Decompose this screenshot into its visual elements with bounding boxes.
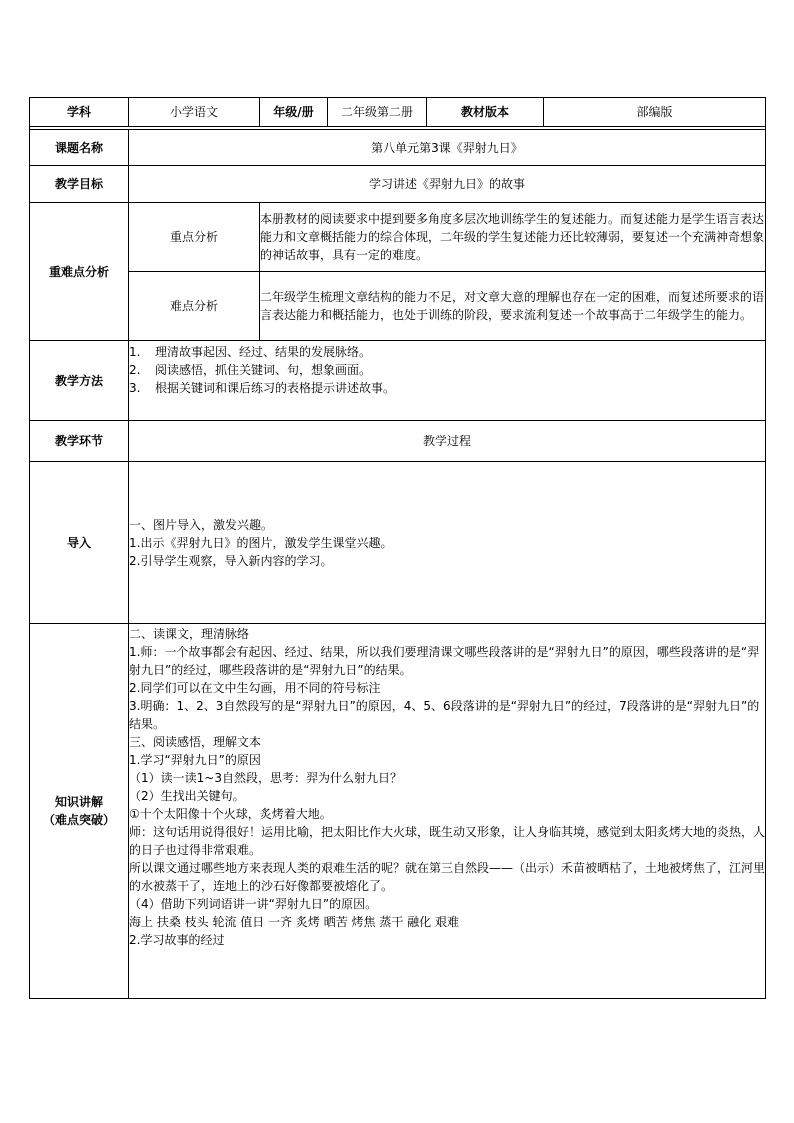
knowledge-content (129, 624, 766, 999)
process-header-row (30, 421, 766, 462)
knowledge-line: （2）生找出关键句。 (129, 789, 245, 803)
grade-label: 年级/册 (260, 98, 328, 127)
methods-row (30, 341, 766, 421)
intro-line: 2.引导学生观察，导入新内容的学习。 (129, 553, 333, 568)
key-analysis-text: 本册教材的阅读要求中提到要多角度多层次地训练学生的复述能力。而复述能力是学生语言表达能力和文章概括能力的综合体现，二年级的学生复述能力还比较薄弱，要复述一个充满神奇想象的神话故事，具有一定的难度。 (260, 203, 766, 272)
knowledge-line: 2.学习故事的经过 (129, 933, 225, 947)
knowledge-line: 2.同学们可以在文中生勾画，用不同的符号标注 (129, 681, 381, 695)
intro-row (30, 462, 766, 624)
intro-line: 一、图片导入，激发兴趣。 (129, 517, 274, 532)
key-analysis-label: 重点分析 (129, 203, 260, 272)
knowledge-line: 二、读课文，理清脉络 (129, 627, 250, 641)
edition-value: 部编版 (544, 98, 766, 127)
lesson-plan-table (29, 97, 766, 999)
knowledge-line: 海上 扶桑 枝头 轮流 值日 一齐 炙烤 晒苦 烤焦 蒸干 融化 艰难 (129, 915, 459, 929)
key-analysis-row (30, 203, 766, 272)
subject-label: 学科 (30, 98, 129, 127)
title-label: 课题名称 (30, 130, 129, 166)
stage-label: 教学环节 (30, 421, 129, 462)
analysis-label: 重难点分析 (30, 203, 129, 341)
goal-value: 学习讲述《羿射九日》的故事 (129, 166, 766, 203)
subject-value: 小学语文 (129, 98, 260, 127)
list-item: 2. 阅读感悟，抓住关键词、句，想象画面。 (129, 363, 372, 377)
knowledge-label (30, 624, 129, 999)
list-item: 3. 根据关键词和课后练习的表格提示讲述故事。 (129, 381, 396, 395)
edition-label: 教材版本 (427, 98, 544, 127)
knowledge-line: 3.明确：1、2、3自然段写的是“羿射九日”的原因，4、5、6段落讲的是“羿射九日”的经过，7段落讲的是“羿射九日”的结果。 (129, 699, 760, 731)
knowledge-label-line2: （难点突破） (42, 813, 115, 827)
difficult-analysis-label: 难点分析 (129, 272, 260, 341)
knowledge-line: ①十个太阳像十个火球，炙烤着大地。 (129, 807, 332, 821)
intro-line: 1.出示《羿射九日》的图片，激发学生课堂兴趣。 (129, 535, 393, 550)
knowledge-label-line1: 知识讲解 (54, 795, 103, 809)
difficult-analysis-text: 二年级学生梳理文章结构的能力不足，对文章大意的理解也存在一定的困难，而复述所要求的语言表达能力和概括能力，也处于训练的阶段，要求流利复述一个故事高于二年级学生的能力。 (260, 272, 766, 341)
knowledge-line: 三、阅读感悟，理解文本 (129, 735, 262, 749)
process-label: 教学过程 (129, 421, 766, 462)
knowledge-line: 师：这句话用说得很好！运用比喻，把太阳比作大火球，既生动又形象，让人身临其境，感觉到太阳炙烤大地的炎热，人的日子也过得非常艰难。 (129, 825, 766, 857)
knowledge-line: 1.师：一个故事都会有起因、经过、结果，所以我们要理清课文哪些段落讲的是“羿射九日”的原因，哪些段落讲的是“羿射九日”的经过，哪些段落讲的是“羿射九日”的结果。 (129, 645, 760, 677)
goal-label: 教学目标 (30, 166, 129, 203)
title-value: 第八单元第3课《羿射九日》 (129, 130, 766, 166)
intro-content (129, 462, 766, 624)
methods-list (129, 341, 766, 421)
knowledge-line: 1.学习“羿射九日”的原因 (129, 753, 261, 767)
list-item: 1. 理清故事起因、经过、结果的发展脉络。 (129, 345, 372, 359)
knowledge-line: 所以课文通过哪些地方来表现人类的艰难生活的呢？就在第三自然段——（出示）禾苗被晒枯了，土地被烤焦了，江河里的水被蒸干了，连地上的沙石好像都要被熔化了。 (129, 861, 766, 893)
methods-label: 教学方法 (30, 341, 129, 421)
grade-value: 二年级第二册 (328, 98, 427, 127)
intro-label: 导入 (30, 462, 129, 624)
header-row (30, 98, 766, 127)
knowledge-line: （4）借助下列词语讲一讲“羿射九日”的原因。 (129, 897, 378, 911)
title-row (30, 130, 766, 166)
difficult-analysis-row (30, 272, 766, 341)
knowledge-line: （1）读一读1~3自然段，思考：羿为什么射九日？ (129, 771, 402, 785)
goal-row (30, 166, 766, 203)
knowledge-row (30, 624, 766, 999)
